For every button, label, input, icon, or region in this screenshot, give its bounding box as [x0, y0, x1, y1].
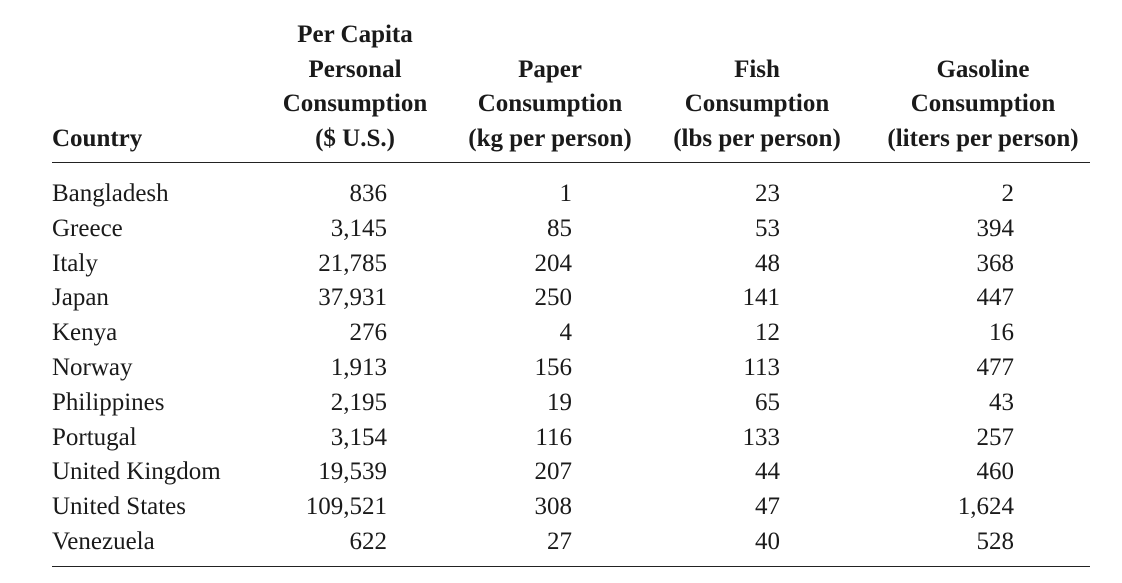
header-gasoline-line-2: Consumption	[910, 90, 1056, 117]
header-per-capita-line-1: Per Capita	[297, 21, 413, 48]
cell-fish: 23	[755, 180, 780, 207]
header-gasoline-line-1: Gasoline	[936, 55, 1030, 83]
cell-per-capita: 1,913	[330, 353, 387, 381]
cell-paper: 19	[547, 388, 572, 416]
table-row	[52, 212, 1090, 247]
header-per-capita-line-3: Consumption	[282, 90, 428, 117]
cell-paper: 156	[534, 353, 572, 381]
cell-per-capita: 3,145	[330, 214, 387, 242]
cell-country: Venezuela	[52, 527, 155, 555]
cell-per-capita: 836	[349, 180, 387, 207]
cell-fish: 47	[755, 493, 780, 521]
cell-country: United Kingdom	[52, 458, 221, 486]
cell-paper: 4	[559, 319, 572, 347]
cell-per-capita: 3,154	[330, 423, 387, 451]
cell-per-capita: 109,521	[305, 493, 387, 521]
table-row	[52, 247, 1090, 282]
cell-gasoline: 394	[976, 214, 1014, 242]
header-paper-line-1: Paper	[518, 55, 582, 83]
cell-country: Portugal	[52, 423, 137, 451]
cell-country: Philippines	[52, 388, 165, 416]
cell-paper: 1	[559, 180, 572, 207]
cell-fish: 65	[755, 388, 780, 416]
cell-fish: 53	[755, 214, 780, 242]
table-row	[52, 421, 1090, 456]
cell-per-capita: 276	[349, 319, 387, 347]
header-paper-line-3: (kg per person)	[468, 124, 632, 152]
table-row	[52, 455, 1090, 490]
cell-gasoline: 43	[989, 388, 1014, 416]
cell-gasoline: 460	[976, 458, 1014, 486]
cell-paper: 308	[534, 493, 572, 521]
cell-gasoline: 528	[976, 527, 1014, 555]
table-row	[52, 386, 1090, 421]
cell-fish: 12	[755, 319, 780, 347]
header-fish-line-1: Fish	[734, 55, 780, 83]
header-fish-line-2: Consumption	[684, 90, 830, 117]
cell-per-capita: 37,931	[318, 284, 387, 312]
header-paper	[460, 53, 640, 157]
header-country-line: Country	[52, 124, 143, 152]
cell-paper: 27	[547, 527, 572, 555]
cell-per-capita: 622	[349, 527, 387, 555]
cell-country: Kenya	[52, 319, 118, 347]
cell-per-capita: 19,539	[318, 458, 387, 486]
cell-per-capita: 21,785	[318, 249, 387, 277]
cell-paper: 207	[534, 458, 572, 486]
header-per-capita-line-2: Personal	[308, 55, 402, 83]
header-per-capita	[272, 18, 438, 156]
cell-per-capita: 2,195	[330, 388, 387, 416]
cell-paper: 85	[547, 214, 572, 242]
cell-country: Italy	[52, 249, 98, 277]
header-per-capita-line-4: ($ U.S.)	[315, 124, 395, 152]
consumption-table	[52, 20, 1090, 567]
cell-gasoline: 1,624	[957, 493, 1014, 521]
cell-country: Greece	[52, 214, 123, 242]
cell-country: Bangladesh	[52, 180, 169, 207]
cell-paper: 116	[535, 423, 572, 451]
cell-fish: 113	[743, 353, 780, 381]
table-row	[52, 177, 1090, 212]
table-row	[52, 281, 1090, 316]
cell-gasoline: 477	[976, 353, 1014, 381]
cell-gasoline: 2	[1001, 180, 1014, 207]
cell-gasoline: 368	[976, 249, 1014, 277]
cell-gasoline: 447	[976, 284, 1014, 312]
header-gasoline-line-3: (liters per person)	[887, 124, 1079, 152]
table-row	[52, 351, 1090, 386]
table-header	[52, 20, 1090, 163]
table-row	[52, 525, 1090, 560]
header-fish-line-3: (lbs per person)	[673, 124, 841, 152]
cell-fish: 40	[755, 527, 780, 555]
cell-country: Norway	[52, 353, 133, 381]
cell-paper: 204	[534, 249, 572, 277]
cell-country: United States	[52, 493, 187, 521]
cell-gasoline: 16	[989, 319, 1014, 347]
header-paper-line-2: Consumption	[477, 90, 623, 117]
table-row	[52, 316, 1090, 351]
cell-paper: 250	[534, 284, 572, 312]
table-row	[52, 490, 1090, 525]
cell-gasoline: 257	[976, 423, 1014, 451]
header-fish	[662, 53, 852, 157]
cell-country: Japan	[52, 284, 109, 312]
cell-fish: 133	[742, 423, 780, 451]
cell-fish: 141	[742, 284, 780, 312]
cell-fish: 44	[755, 458, 780, 486]
cell-fish: 48	[755, 249, 780, 277]
header-gasoline	[876, 53, 1090, 157]
table-body	[52, 163, 1090, 567]
header-country	[52, 122, 142, 157]
